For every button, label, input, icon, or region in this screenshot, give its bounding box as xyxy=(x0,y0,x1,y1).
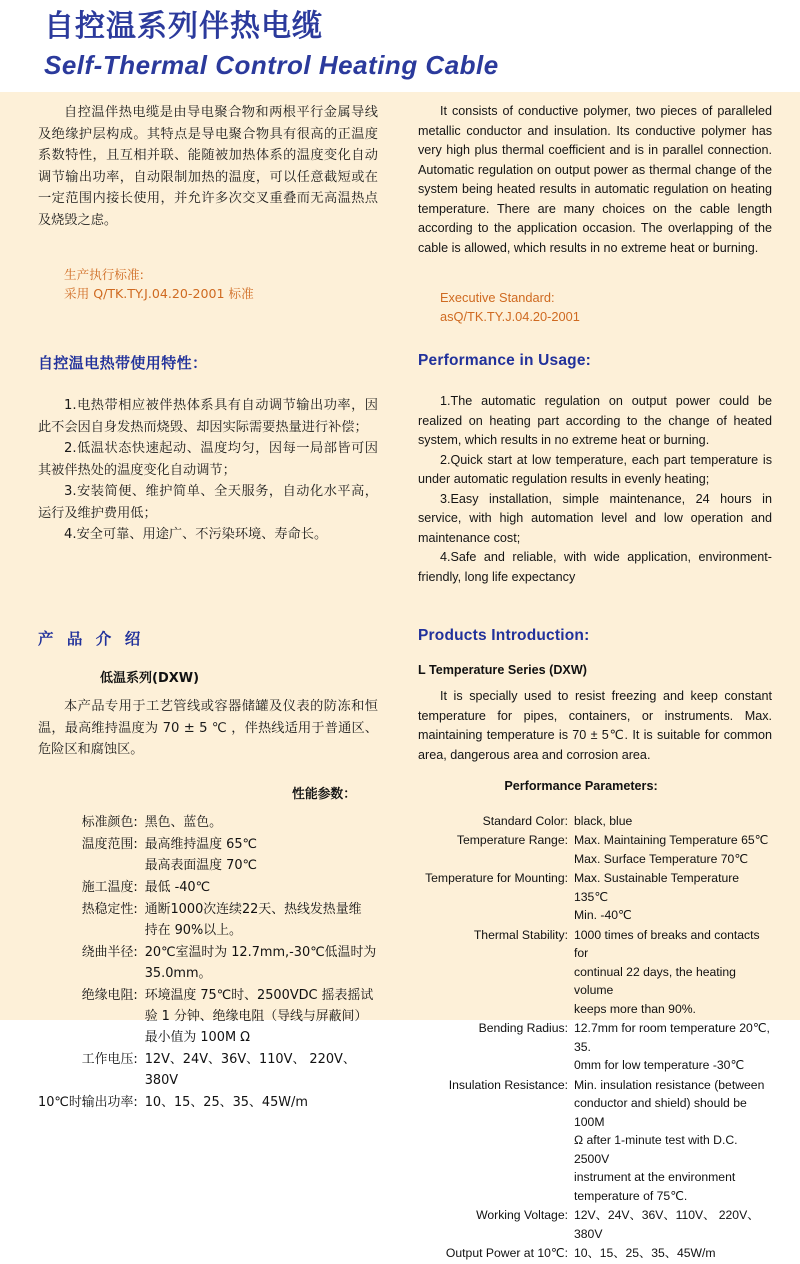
introduction-english-column xyxy=(400,92,800,326)
parameter-key: Working Voltage: xyxy=(476,1208,568,1222)
table-row xyxy=(38,899,378,942)
parameter-key: 绝缘电阻: xyxy=(81,987,138,1003)
parameter-key: 10℃时输出功率: xyxy=(38,1094,138,1110)
parameter-key: Insulation Resistance: xyxy=(448,1077,568,1092)
parameter-value xyxy=(574,831,772,869)
parameter-key: 施工温度: xyxy=(81,879,138,895)
table-row xyxy=(38,812,378,834)
usage-heading-cn: 自控温电热带使用特性： xyxy=(38,354,208,372)
parameter-value-line: 最高维持温度 65℃ xyxy=(144,836,258,852)
parameter-value-line: 10、15、25、35、45W/m xyxy=(144,1094,308,1110)
parameters-table-en xyxy=(418,812,772,1264)
section-performance-in-usage xyxy=(0,326,800,587)
parameter-value-line: 1000 times of breaks and contacts for xyxy=(574,927,760,960)
executive-standard-label-en: Executive Standard: xyxy=(440,290,555,305)
introduction-paragraph-en: It consists of conductive polymer, two pieces of paralleled metallic conductor and insulation. Its conductive polymer has very high plus thermal coefficient and is in parallel connection. Automatic regulation on output power as thermal change of the system being heated results in automatic regulation on heating temperature. There are many choices on the cable length according to the application occasion. The overlapping of the cable is allowed, which results in no extreme heat or burning. xyxy=(418,104,772,255)
parameters-table-cn xyxy=(38,812,378,1114)
parameter-value xyxy=(145,834,378,877)
parameter-value-line: black, blue xyxy=(574,813,633,828)
products-chinese-column xyxy=(0,587,400,802)
section-introduction xyxy=(0,92,800,326)
table-row xyxy=(418,831,772,869)
introduction-chinese-column xyxy=(0,92,400,326)
parameter-key: Temperature for Mounting: xyxy=(425,871,568,885)
usage-item-cn-3: 3.安装简便、维护简单、全天服务，自动化水平高，运行及维护费用低； xyxy=(38,484,378,521)
parameter-value xyxy=(145,1092,378,1114)
table-row xyxy=(418,869,772,926)
usage-item-cn-2: 2.低温状态快速起动、温度均匀，因每一局部皆可因其被伴热处的温度变化自动调节； xyxy=(38,441,378,478)
table-row xyxy=(418,926,772,1020)
parameter-key: 工作电压: xyxy=(81,1051,138,1067)
parameter-value xyxy=(145,877,378,899)
parameter-value xyxy=(574,1206,772,1244)
parameter-value xyxy=(574,812,772,832)
usage-item-cn-4: 4.安全可靠、用途广、不污染环境、寿命长。 xyxy=(64,527,328,542)
executive-standard-cn xyxy=(38,265,378,303)
table-row xyxy=(418,812,772,832)
parameter-value-line: 0mm for low temperature -30℃ xyxy=(574,1058,745,1072)
table-row xyxy=(38,1092,378,1114)
section-products-introduction xyxy=(0,587,800,802)
usage-heading-en: Performance in Usage: xyxy=(418,352,592,369)
usage-chinese-column xyxy=(0,326,400,587)
products-heading-en: Products Introduction: xyxy=(418,627,590,644)
parameter-key: Thermal Stability: xyxy=(473,927,568,942)
series-paragraph-cn: 本产品专用于工艺管线或容器储罐及仪表的防冻和恒温，最高维持温度为 70 ± 5 ℃ ，伴热线适用于普通区、危险区和腐蚀区。 xyxy=(38,699,378,757)
table-row xyxy=(38,877,378,899)
usage-item-en-4: 4.Safe and reliable, with wide application, environment-friendly, long life expectancy xyxy=(418,550,772,584)
parameter-value-line: 最小值为 100M Ω xyxy=(144,1029,251,1045)
parameter-value xyxy=(145,985,378,1049)
parameter-value-line: Ω after 1-minute test with D.C. 2500V xyxy=(574,1133,738,1166)
series-paragraph-en: It is specially used to resist freezing and keep constant temperature for pipes, containers, or instruments. Max. maintaining temperature is 70 ± 5℃. It is suitable for common area, dangerous area and corrosion area. xyxy=(418,689,772,762)
page-title-chinese: 自控温系列伴热电缆 xyxy=(44,9,323,44)
parameter-value xyxy=(145,1049,378,1092)
parameter-value-line: 最低 -40℃ xyxy=(144,879,211,895)
table-row xyxy=(418,1244,772,1264)
page-title-english: Self-Thermal Control Heating Cable xyxy=(44,50,499,80)
table-row xyxy=(418,1206,772,1244)
document-body xyxy=(0,92,800,1260)
executive-standard-value-en: asQ/TK.TY.J.04.20-2001 xyxy=(440,309,580,324)
table-row xyxy=(38,985,378,1049)
parameters-chinese-column xyxy=(0,802,400,1264)
series-subheading-cn: 低温系列(DXW) xyxy=(100,671,200,686)
parameter-value-line: 12V、24V、36V、110V、 220V、380V xyxy=(574,1208,760,1241)
parameter-value-line: 20℃室温时为 12.7mm,-30℃低温时为 xyxy=(144,944,377,960)
table-row xyxy=(38,834,378,877)
parameter-value-line: 验 1 分钟、绝缘电阻（导线与屏蔽间） xyxy=(144,1008,368,1024)
parameter-value-line: continual 22 days, the heating volume xyxy=(574,964,736,997)
parameter-value-line: 35.0mm。 xyxy=(144,965,212,981)
parameter-value-line: Min. insulation resistance (between xyxy=(574,1077,765,1092)
parameter-value-line: conductor and shield) should be 100M xyxy=(574,1096,747,1129)
products-heading-cn: 产 品 介 绍 xyxy=(38,630,145,648)
parameter-key: 标准颜色: xyxy=(81,814,138,830)
parameter-key: Bending Radius: xyxy=(478,1021,568,1035)
parameter-key: 绕曲半径: xyxy=(81,944,138,960)
parameter-value xyxy=(574,869,772,926)
parameter-value-line: 12.7mm for room temperature 20℃, 35. xyxy=(574,1021,770,1054)
parameter-key: 温度范围: xyxy=(81,836,138,852)
table-row xyxy=(418,1076,772,1207)
series-subheading-en: L Temperature Series (DXW) xyxy=(418,663,587,677)
parameter-value-line: Max. Sustainable Temperature 135℃ xyxy=(574,871,740,904)
parameter-value xyxy=(574,926,772,1020)
executive-standard-value-cn: 采用 Q/TK.TY.J.04.20-2001 标准 xyxy=(64,286,254,301)
document-header xyxy=(0,0,800,92)
parameter-key: Output Power at 10℃: xyxy=(445,1246,568,1260)
performance-parameters-label-cn: 性能参数： xyxy=(292,786,356,802)
usage-item-cn-1: 1.电热带相应被伴热体系具有自动调节输出功率，因此不会因自身发热而烧毁、却因实际需要热量进行补偿； xyxy=(38,398,378,435)
parameter-value xyxy=(574,1019,772,1076)
parameter-value xyxy=(574,1076,772,1207)
parameter-value-line: 12V、24V、36V、110V、 220V、380V xyxy=(144,1051,356,1088)
parameter-value-line: 10、15、25、35、45W/m xyxy=(574,1246,716,1260)
usage-item-en-3: 3.Easy installation, simple maintenance, 24 hours in service, with high automation level and low operation and maintenance cost; xyxy=(418,491,772,545)
parameter-value-line: temperature of 75℃. xyxy=(574,1188,688,1203)
section-parameter-tables xyxy=(0,802,800,1264)
parameter-key: Temperature Range: xyxy=(456,833,568,847)
performance-parameters-label-en: Performance Parameters: xyxy=(504,779,658,793)
parameters-table-body-en xyxy=(418,812,772,1264)
parameter-key: 热稳定性: xyxy=(81,901,138,917)
executive-standard-label-cn: 生产执行标准: xyxy=(64,267,144,282)
parameter-value-line: 黑色、蓝色。 xyxy=(144,814,223,830)
parameters-english-column xyxy=(400,802,800,1264)
table-row xyxy=(38,942,378,985)
parameter-value-line: 持在 90%以上。 xyxy=(144,922,242,938)
parameter-value-line: 最高表面温度 70℃ xyxy=(144,857,258,873)
parameters-table-body-cn xyxy=(38,812,378,1114)
parameter-value-line: keeps more than 90%. xyxy=(574,1001,696,1016)
parameter-value xyxy=(145,899,378,942)
parameter-value-line: instrument at the environment xyxy=(574,1170,736,1184)
parameter-value-line: Max. Surface Temperature 70℃ xyxy=(574,851,749,866)
usage-item-en-1: 1.The automatic regulation on output power could be realized on heating part according to the change of heated system, which results in no extreme heat or burning. xyxy=(418,394,772,447)
parameter-value-line: 通断1000次连续22天、热线发热量维 xyxy=(144,901,362,917)
table-row xyxy=(38,1049,378,1092)
parameter-value xyxy=(574,1244,772,1264)
executive-standard-en xyxy=(418,288,772,326)
parameter-value-line: Max. Maintaining Temperature 65℃ xyxy=(574,833,769,847)
parameter-value-line: 环境温度 75℃时、2500VDC 摇表摇试 xyxy=(144,987,374,1003)
parameter-key: Standard Color: xyxy=(482,813,568,828)
parameter-value xyxy=(145,942,378,985)
parameter-value xyxy=(145,812,378,834)
parameter-value-line: Min. -40℃ xyxy=(574,908,632,922)
introduction-paragraph-cn: 自控温伴热电缆是由导电聚合物和两根平行金属导线及绝缘护层构成。其特点是导电聚合物具有很高的正温度系数特性，且互相并联、能随被加热体系的温度变化自动调节输出功率，自动限制加热的温度，可以任意截短或在一定范围内接长使用，并允许多次交叉重叠而无高温热点及烧毁之虑。 xyxy=(38,105,378,228)
usage-item-en-2: 2.Quick start at low temperature, each part temperature is under automatic regulation results in evenly heating; xyxy=(418,452,772,486)
table-row xyxy=(418,1019,772,1076)
products-english-column xyxy=(400,587,800,802)
usage-english-column xyxy=(400,326,800,587)
